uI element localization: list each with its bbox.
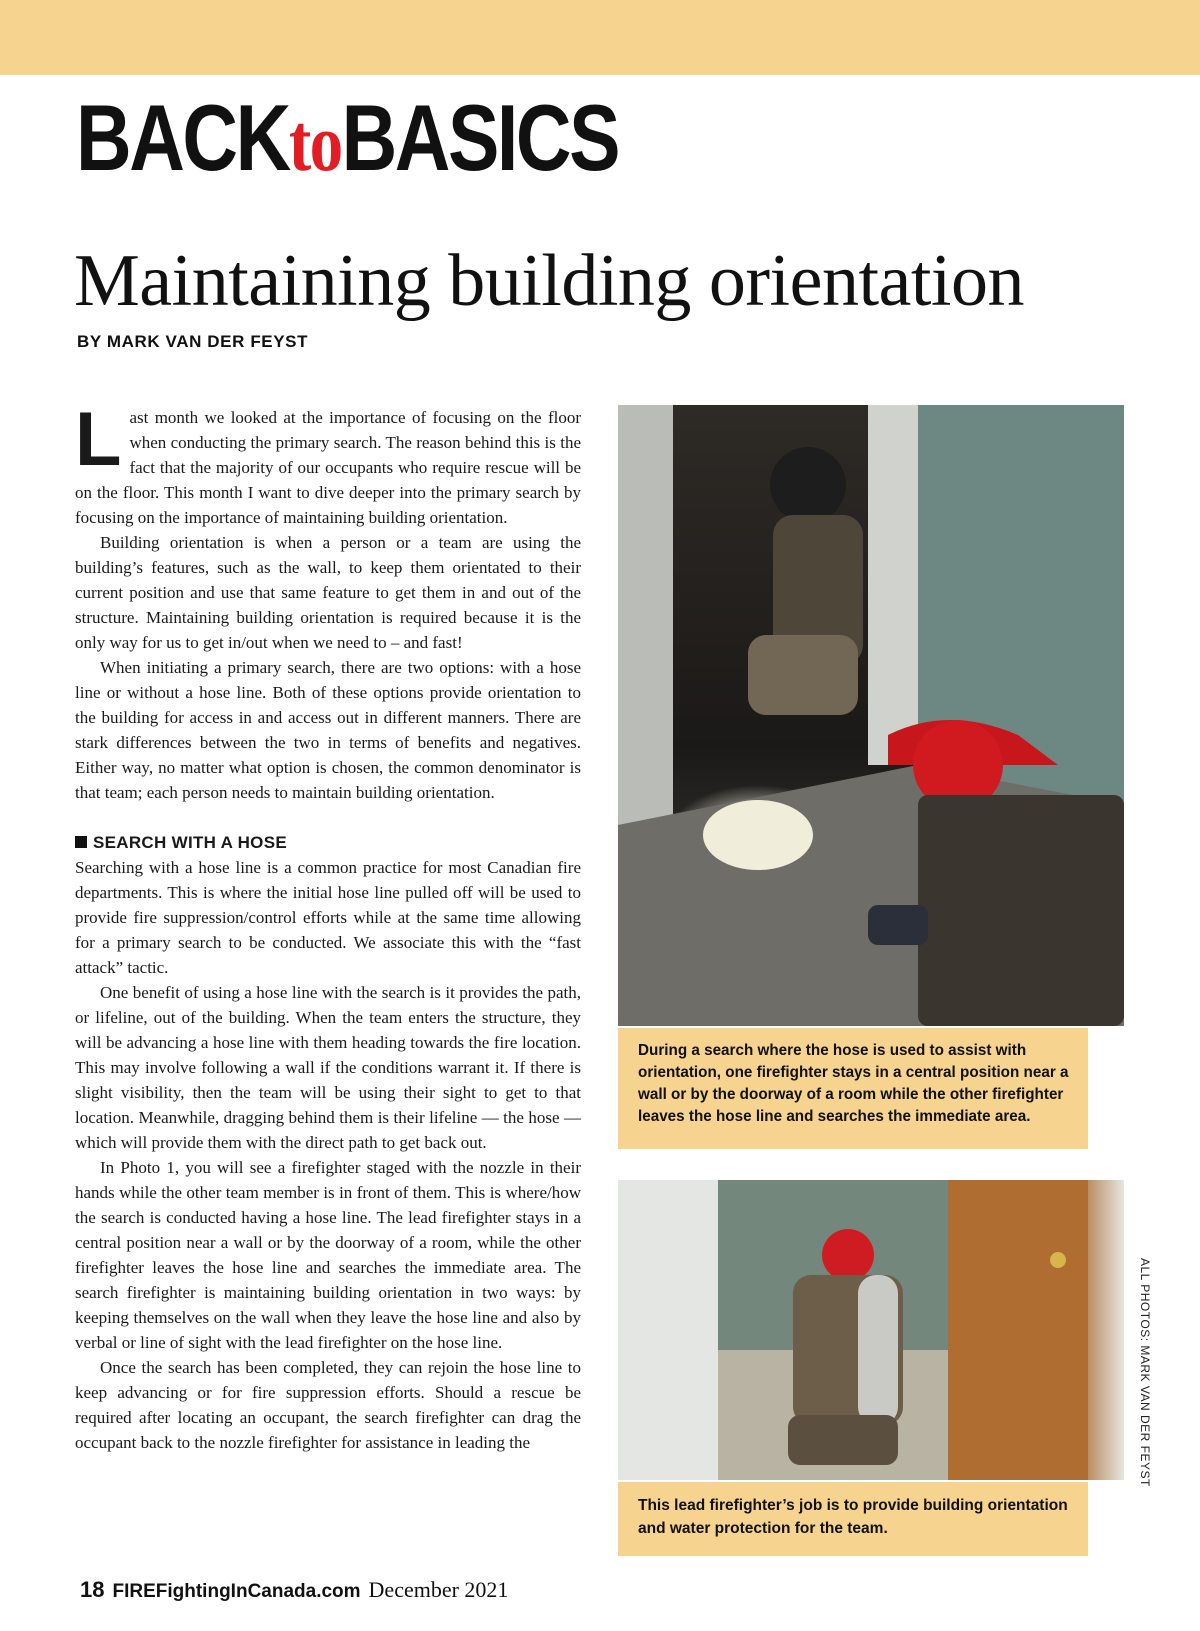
caption-photo-2: This lead firefighter’s job is to provide building orientation and water protection for the team. <box>618 1482 1088 1556</box>
photo-credit-text: ALL PHOTOS: MARK VAN DER FEYST <box>1138 1258 1152 1487</box>
paragraph-4: Searching with a hose line is a common practice for most Canadian fire departments. This is where the initial hose line pulled off will be used to provide fire suppression/control efforts while at the same time allowing for a primary search to be conducted. We associate this with the “fast attack” tactic. <box>75 858 581 977</box>
photo-credit <box>1138 1258 1152 1487</box>
firefighter-legs <box>748 635 858 715</box>
drop-cap: L <box>75 397 122 482</box>
section-title-basics: BASICS <box>341 85 619 190</box>
helmet-red <box>822 1229 874 1281</box>
subhead-search-with-hose <box>75 830 581 855</box>
paragraph-1 <box>75 397 581 530</box>
photo-2-illustration <box>618 1180 1124 1480</box>
section-title-back: BACK <box>76 85 289 190</box>
paragraph-1-text: ast month we looked at the importance of focusing on the floor when conducting the primary search. The reason behind this is the fact that the majority of our occupants who require rescue will be on the floor. This month I want to dive deeper into the primary search by focusing on the importance of maintaining building orientation. <box>75 408 581 527</box>
paragraph-3: When initiating a primary search, there are two options: with a hose line or without a hose line. Both of these options provide orientation to the building for access in and access out in different manners. There are stark differences between the two in terms of benefits and negatives. Either way, no matter what option is chosen, the common denominator is that team; each person needs to maintain building orientation. <box>75 658 581 802</box>
article-headline: Maintaining building orientation <box>74 240 1024 322</box>
paragraph-7: Once the search has been completed, they can rejoin the hose line to keep advancing or for fire suppression efforts. Should a rescue be required after locating an occupant, the search firefighter can drag the occupant back to the nozzle firefighter for assistance in leading the <box>75 1358 581 1452</box>
door-knob <box>1050 1252 1066 1268</box>
firefighter-front <box>918 795 1124 1026</box>
photo-1-illustration <box>618 405 1124 1026</box>
section-title-to: to <box>288 97 342 188</box>
firefighter-legs <box>788 1415 898 1465</box>
wall-left <box>618 1180 718 1480</box>
flashlight-beam <box>703 800 813 870</box>
wooden-door <box>948 1180 1088 1480</box>
paragraph-2: Building orientation is when a person or a team are using the building’s features, such as the wall, to keep them orientated to their current position and use that same feature to get them in and out of the structure. Maintaining building orientation is required because it is the only way for us to get in/out when we need to – and fast! <box>75 533 581 652</box>
caption-photo-1: During a search where the hose is used to assist with orientation, one firefighter stays in a central position near a wall or by the doorway of a room while the other firefighter leaves the hose line and searches the immediate area. <box>618 1028 1088 1149</box>
nozzle <box>868 905 928 945</box>
helmet-black <box>770 447 846 523</box>
footer-date: December 2021 <box>368 1577 509 1602</box>
page-number: 18 <box>80 1577 105 1602</box>
paragraph-5: One benefit of using a hose line with the search is it provides the path, or lifeline, out of the building. When the team enters the structure, they will be advancing a hose line with them heading towards the fire location. This may involve following a wall if the conditions warrant it. If there is slight visibility, then the team will be using their sight to get to that location. Meanwhile, dragging behind them is their lifeline — the hose — which will provide them with the direct path to get back out. <box>75 983 581 1152</box>
photo-firefighters-doorway <box>618 405 1124 1026</box>
page-footer <box>80 1577 508 1603</box>
door-frame-left <box>618 405 673 825</box>
paragraph-6: In Photo 1, you will see a firefighter staged with the nozzle in their hands while the other team member is in front of them. This is where/how the search is conducted having a hose line. The lead firefighter stays in a central position near a wall or by the doorway of a room, while the other firefighter leaves the hose line and searches the immediate area. The search firefighter is maintaining building orientation in two ways: by keeping themselves on the wall when they leave the hose line and also by verbal or line of sight with the lead firefighter on the hose line. <box>75 1158 581 1352</box>
door-frame-right <box>868 405 918 765</box>
header-color-bar <box>0 0 1200 75</box>
subhead-text: SEARCH WITH A HOSE <box>93 833 287 852</box>
section-title <box>76 85 619 190</box>
square-bullet-icon <box>75 836 87 848</box>
scba-cylinder <box>858 1275 898 1425</box>
photo-lead-firefighter <box>618 1180 1124 1480</box>
article-body <box>75 397 581 1455</box>
footer-site: FIREFightingInCanada.com <box>112 1581 361 1602</box>
article-byline: BY MARK VAN DER FEYST <box>77 332 309 351</box>
